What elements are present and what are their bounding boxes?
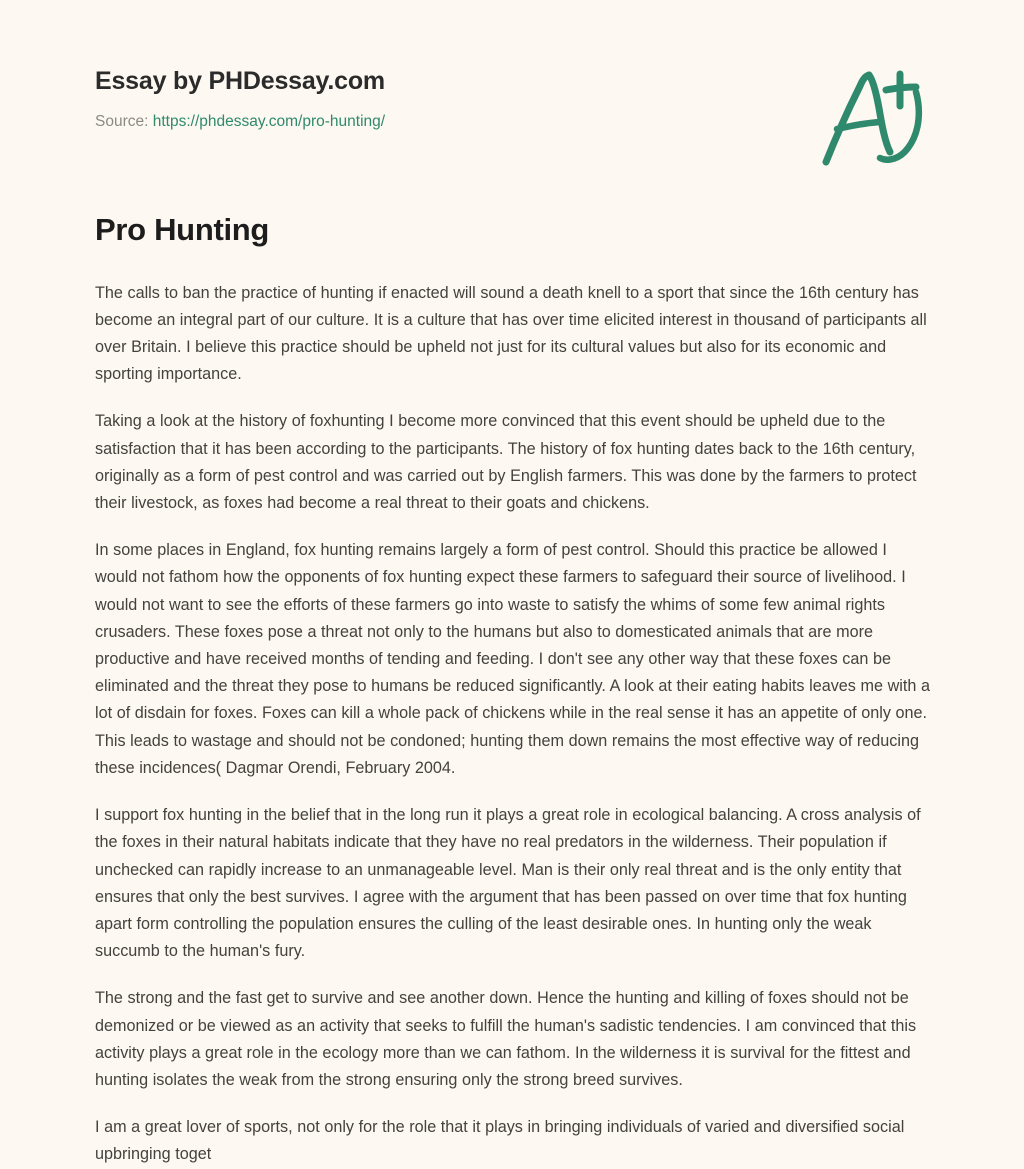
article-body [95, 280, 933, 1169]
source-url-link[interactable]: https://phdessay.com/pro-hunting/ [152, 112, 386, 130]
page-title: Pro Hunting [95, 212, 270, 247]
aplus-logo-icon [812, 66, 938, 170]
source-label: Source: [95, 112, 149, 130]
article-paragraph: Taking a look at the history of foxhunting I become more convinced that this event should be upheld due to the satisfaction that it has been according to the participants. The history of fox hunting dates back to the 16th century, originally as a form of pest control and was carried out by English farmers. This was done by the farmers to protect their livestock, as foxes had become a real threat to their goats and chickens. [95, 412, 917, 513]
page-header [0, 0, 1024, 190]
brand-title: Essay by PHDessay.com [95, 67, 385, 95]
article [95, 212, 933, 1169]
article-paragraph: The strong and the fast get to survive and see another down. Hence the hunting and killing of foxes should not be demonized or be viewed as an activity that seeks to fulfill the human's sadistic tendencies. I am convinced that this activity plays a great role in the ecology more than we can fathom. In the wilderness it is survival for the fittest and hunting isolates the weak from the strong ensuring only the strong breed survives. [95, 989, 917, 1089]
source-line [95, 113, 385, 132]
article-paragraph: I am a great lover of sports, not only for the role that it plays in bringing individuals of varied and diversified social upbringing toget [95, 1118, 905, 1164]
article-paragraph: In some places in England, fox hunting remains largely a form of pest control. Should this practice be allowed I would not fathom how the opponents of fox hunting expect these farmers to safeguard their source of livelihood. I would not want to see the efforts of these farmers go into waste to satisfy the whims of some few animal rights crusaders. These foxes pose a threat not only to the humans but also to domesticated animals that are more productive and have received months of tending and feeding. I don't see any other way that these foxes can be eliminated and the threat they pose to humans be reduced significantly. A look at their eating habits leaves me with a lot of disdain for foxes. Foxes can kill a whole pack of chickens while in the real sense it has an appetite of only one. This leads to wastage and should not be condoned; hunting them down remains the most effective way of reducing these incidences( Dagmar Orendi, February 2004. [95, 541, 930, 777]
article-paragraph: The calls to ban the practice of hunting if enacted will sound a death knell to a sport that since the 16th century has become an integral part of our culture. It is a culture that has over time elicited interest in thousand of participants all over Britain. I believe this practice should be upheld not just for its cultural values but also for its economic and sporting importance. [95, 283, 927, 384]
article-paragraph: I support fox hunting in the belief that in the long run it plays a great role in ecological balancing. A cross analysis of the foxes in their natural habitats indicate that they have no real predators in the wilderness. Their population if unchecked can rapidly increase to an unmanageable level. Man is their only real threat and is the only entity that ensures that only the best survives. I agree with the argument that has been passed on over time that fox hunting apart form controlling the population ensures the culling of the least desirable ones. In hunting only the weak succumb to the human's fury. [95, 806, 921, 961]
brand-block [95, 68, 385, 131]
